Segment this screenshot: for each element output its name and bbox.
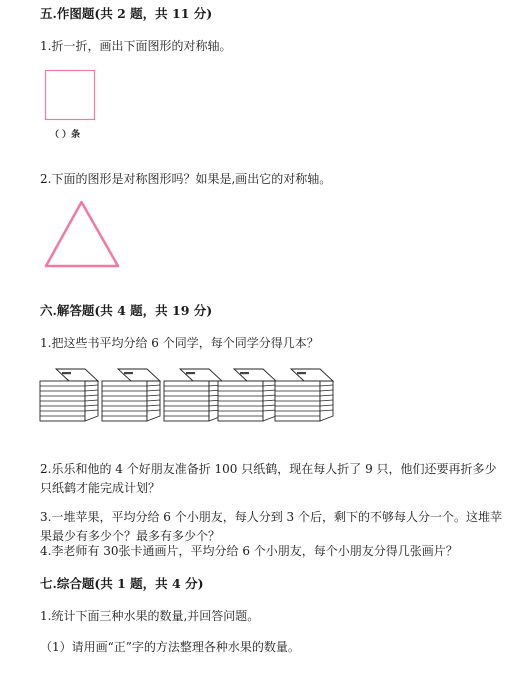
- pink-triangle-shape: [44, 200, 120, 270]
- section6-q2: 2.乐乐和他的 4 个好朋友准备折 100 只纸鹤，现在每人折了 9 只，他们还要再折多少只纸鹤才能完成计划？: [40, 462, 497, 495]
- book-stack-5: [275, 369, 333, 421]
- section5-q1: 1.折一折，画出下面图形的对称轴。: [40, 39, 232, 53]
- section7-heading: 七.综合题(共 1 题，共 4 分): [40, 576, 204, 591]
- section6-heading: 六.解答题(共 4 题，共 19 分): [40, 303, 213, 318]
- book-stack-4: [218, 369, 276, 421]
- section5-q2: 2.下面的图形是对称图形吗？如果是,画出它的对称轴。: [40, 172, 332, 186]
- section6-q4: 4.李老师有 30张卡通画片，平均分给 6 个小朋友，每个小朋友分得几张画片？: [40, 544, 458, 558]
- book-stack-1: [40, 369, 98, 421]
- section7-q1: 1.统计下面三种水果的数量,并回答问题。: [40, 609, 260, 623]
- section6-q3: 3.一堆苹果，平均分给 6 个小朋友，每人分到 3 个后，剩下的不够每人分一个。这堆苹果最少有多少个？最多有多少个？: [40, 510, 502, 543]
- section5-q1-blank: （ ）条: [50, 130, 81, 140]
- section5-heading: 五.作图题(共 2 题，共 11 分): [40, 6, 213, 21]
- section6-q1: 1.把这些书平均分给 6 个同学，每个同学分得几本？: [40, 336, 319, 350]
- section7-q1-sub1: （1）请用画“正”字的方法整理各种水果的数量。: [40, 640, 300, 654]
- book-stack-3: [164, 369, 222, 421]
- book-stack-2: [102, 369, 160, 421]
- pink-square-shape: [45, 70, 95, 122]
- book-stacks-illustration: [40, 364, 340, 426]
